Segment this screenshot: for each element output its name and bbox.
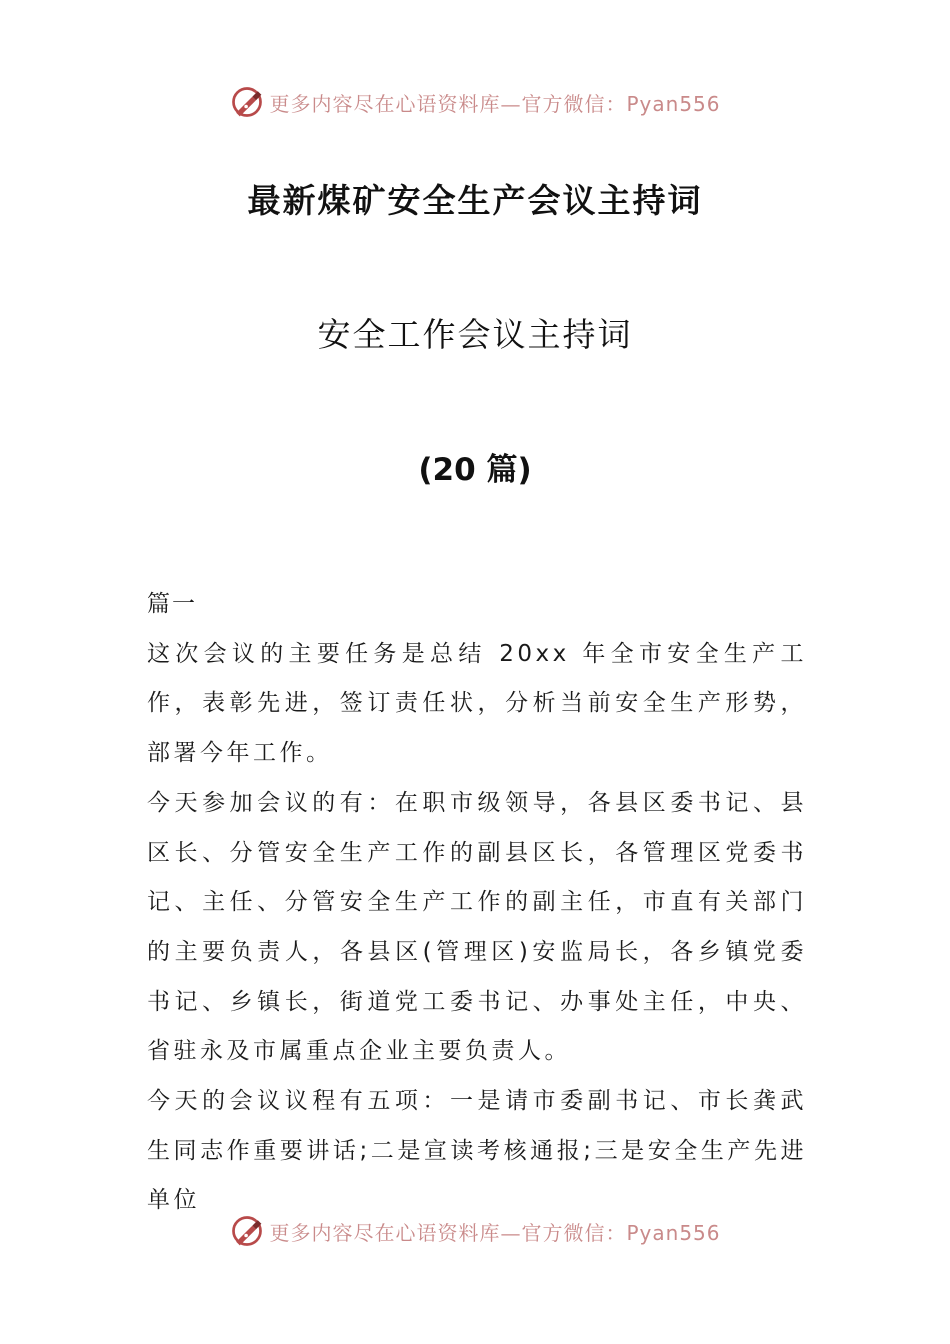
header-banner-text [269,88,720,117]
paragraph-3: 今天的会议议程有五项：一是请市委副书记、市长龚武生同志作重要讲话;二是宣读考核通报;三是安全生产先进单位 [147,1088,807,1214]
footer-wechat-id: Pyan556 [626,1220,721,1245]
document-count: (20 篇) [418,452,532,488]
document-subtitle: 安全工作会议主持词 [317,315,633,354]
footer-banner-prefix: 更多内容尽在心语资料库—官方微信： [269,1220,627,1245]
paragraph-2: 今天参加会议的有：在职市级领导，各县区委书记、县区长、分管安全生产工作的副县区长，各管理区党委书记、主任、分管安全生产工作的副主任，市直有关部门的主要负责人，各县区(管理区)安监局长，各乡镇党委书记、乡镇长，街道党工委书记、办事处主任，中央、省驻永及市属重点企业主要负责人。 [147,789,807,1065]
section-label: 篇一 [147,591,197,617]
footer-banner-text [269,1217,720,1246]
pen-nib-logo-icon [229,1213,265,1249]
pen-nib-logo-icon [229,84,265,120]
document-title: 最新煤矿安全生产会议主持词 [247,181,703,220]
header-banner-prefix: 更多内容尽在心语资料库—官方微信： [269,91,627,116]
paragraph-1: 这次会议的主要任务是总结 20xx 年全市安全生产工作，表彰先进，签订责任状，分析当前安全生产形势，部署今年工作。 [147,640,807,767]
footer-banner [0,1211,950,1251]
header-wechat-id: Pyan556 [626,91,721,116]
document-body [147,580,807,1226]
header-banner [0,82,950,122]
